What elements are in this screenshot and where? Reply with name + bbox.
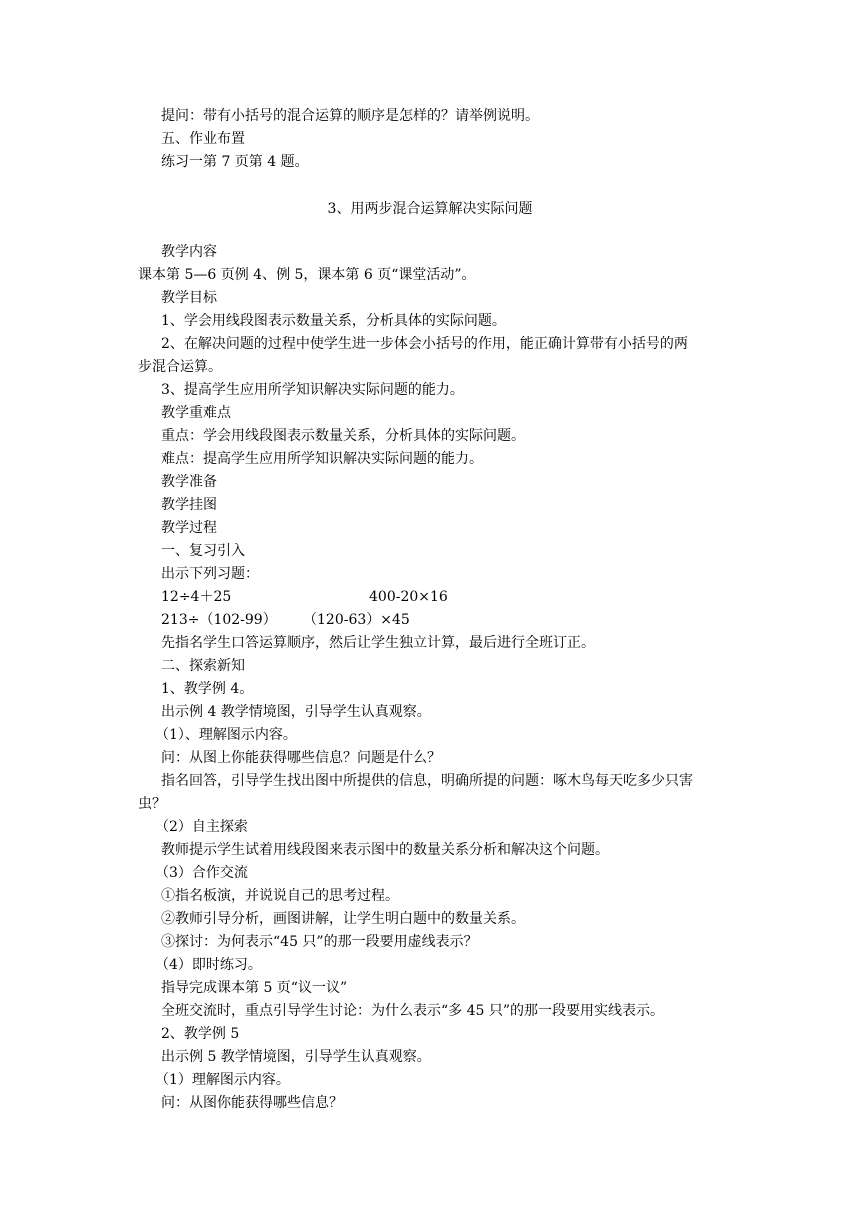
list-item: 3、提高学生应用所学知识解决实际问题的能力。 — [161, 382, 464, 398]
list-item: 1、学会用线段图表示数量关系，分析具体的实际问题。 — [161, 313, 506, 329]
section-heading: 一、复习引入 — [161, 543, 245, 559]
exercise-item: 12÷4＋25 — [161, 589, 232, 605]
paragraph: 练习一第 7 页第 4 题。 — [161, 154, 309, 170]
paragraph: 重点：学会用线段图表示数量关系，分析具体的实际问题。 — [161, 428, 525, 444]
exercise-item: 213÷（102-99） — [161, 612, 277, 628]
section-heading: 五、作业布置 — [161, 131, 245, 147]
sub-heading: 2、教学例 5 — [161, 1026, 240, 1042]
step-heading: （1）理解图示内容。 — [155, 1072, 290, 1088]
paragraph: 先指名学生口答运算顺序，然后让学生独立计算，最后进行全班订正。 — [161, 635, 595, 651]
section-heading: 二、探索新知 — [161, 658, 245, 674]
section-title: 3、用两步混合运算解决实际问题 — [327, 201, 533, 217]
paragraph: 出示例 4 教学情境图，引导学生认真观察。 — [161, 704, 431, 720]
paragraph: 课本第 5—6 页例 4、例 5，课本第 6 页“课堂活动”。 — [138, 267, 476, 283]
paragraph: 提问：带有小括号的混合运算的顺序是怎样的？请举例说明。 — [161, 108, 539, 124]
exercise-item: （120-63）×45 — [303, 612, 410, 628]
paragraph: 出示下列习题： — [161, 566, 259, 582]
paragraph: 问：从图上你能获得哪些信息？问题是什么？ — [161, 750, 441, 766]
paragraph: 指名回答，引导学生找出图中所提供的信息，明确所提的问题：啄木鸟每天吃多少只害 — [161, 773, 693, 789]
paragraph-continued: 虫？ — [138, 796, 166, 812]
exercise-item: 400-20×16 — [369, 589, 448, 605]
heading-process: 教学过程 — [161, 520, 217, 536]
list-item: ②教师引导分析，画图讲解，让学生明白题中的数量关系。 — [161, 911, 525, 927]
step-heading: （4）即时练习。 — [155, 957, 262, 973]
list-item: ③探讨：为何表示“45 只”的那一段要用虚线表示？ — [161, 934, 478, 950]
list-item: 2、在解决问题的过程中使学生进一步体会小括号的作用，能正确计算带有小括号的两 — [161, 336, 688, 352]
step-heading: （3）合作交流 — [155, 865, 248, 881]
heading-key-points: 教学重难点 — [161, 405, 231, 421]
list-item-continued: 步混合运算。 — [138, 359, 222, 375]
sub-heading: 1、教学例 4。 — [161, 681, 254, 697]
paragraph: 问：从图你能获得哪些信息？ — [161, 1095, 343, 1111]
step-heading: （1）、理解图示内容。 — [155, 727, 297, 743]
paragraph: 教学挂图 — [161, 497, 217, 513]
paragraph: 难点：提高学生应用所学知识解决实际问题的能力。 — [161, 451, 483, 467]
paragraph: 全班交流时，重点引导学生讨论：为什么表示“多 45 只”的那一段要用实线表示。 — [161, 1003, 665, 1019]
list-item: ①指名板演，并说说自己的思考过程。 — [161, 888, 399, 904]
paragraph: 教师提示学生试着用线段图来表示图中的数量关系分析和解决这个问题。 — [161, 842, 609, 858]
step-heading: （2）自主探索 — [155, 819, 248, 835]
heading-teaching-content: 教学内容 — [161, 244, 217, 260]
heading-teaching-goals: 教学目标 — [161, 290, 217, 306]
paragraph: 出示例 5 教学情境图，引导学生认真观察。 — [161, 1049, 431, 1065]
paragraph: 指导完成课本第 5 页“议一议” — [161, 980, 348, 996]
heading-preparation: 教学准备 — [161, 474, 217, 490]
